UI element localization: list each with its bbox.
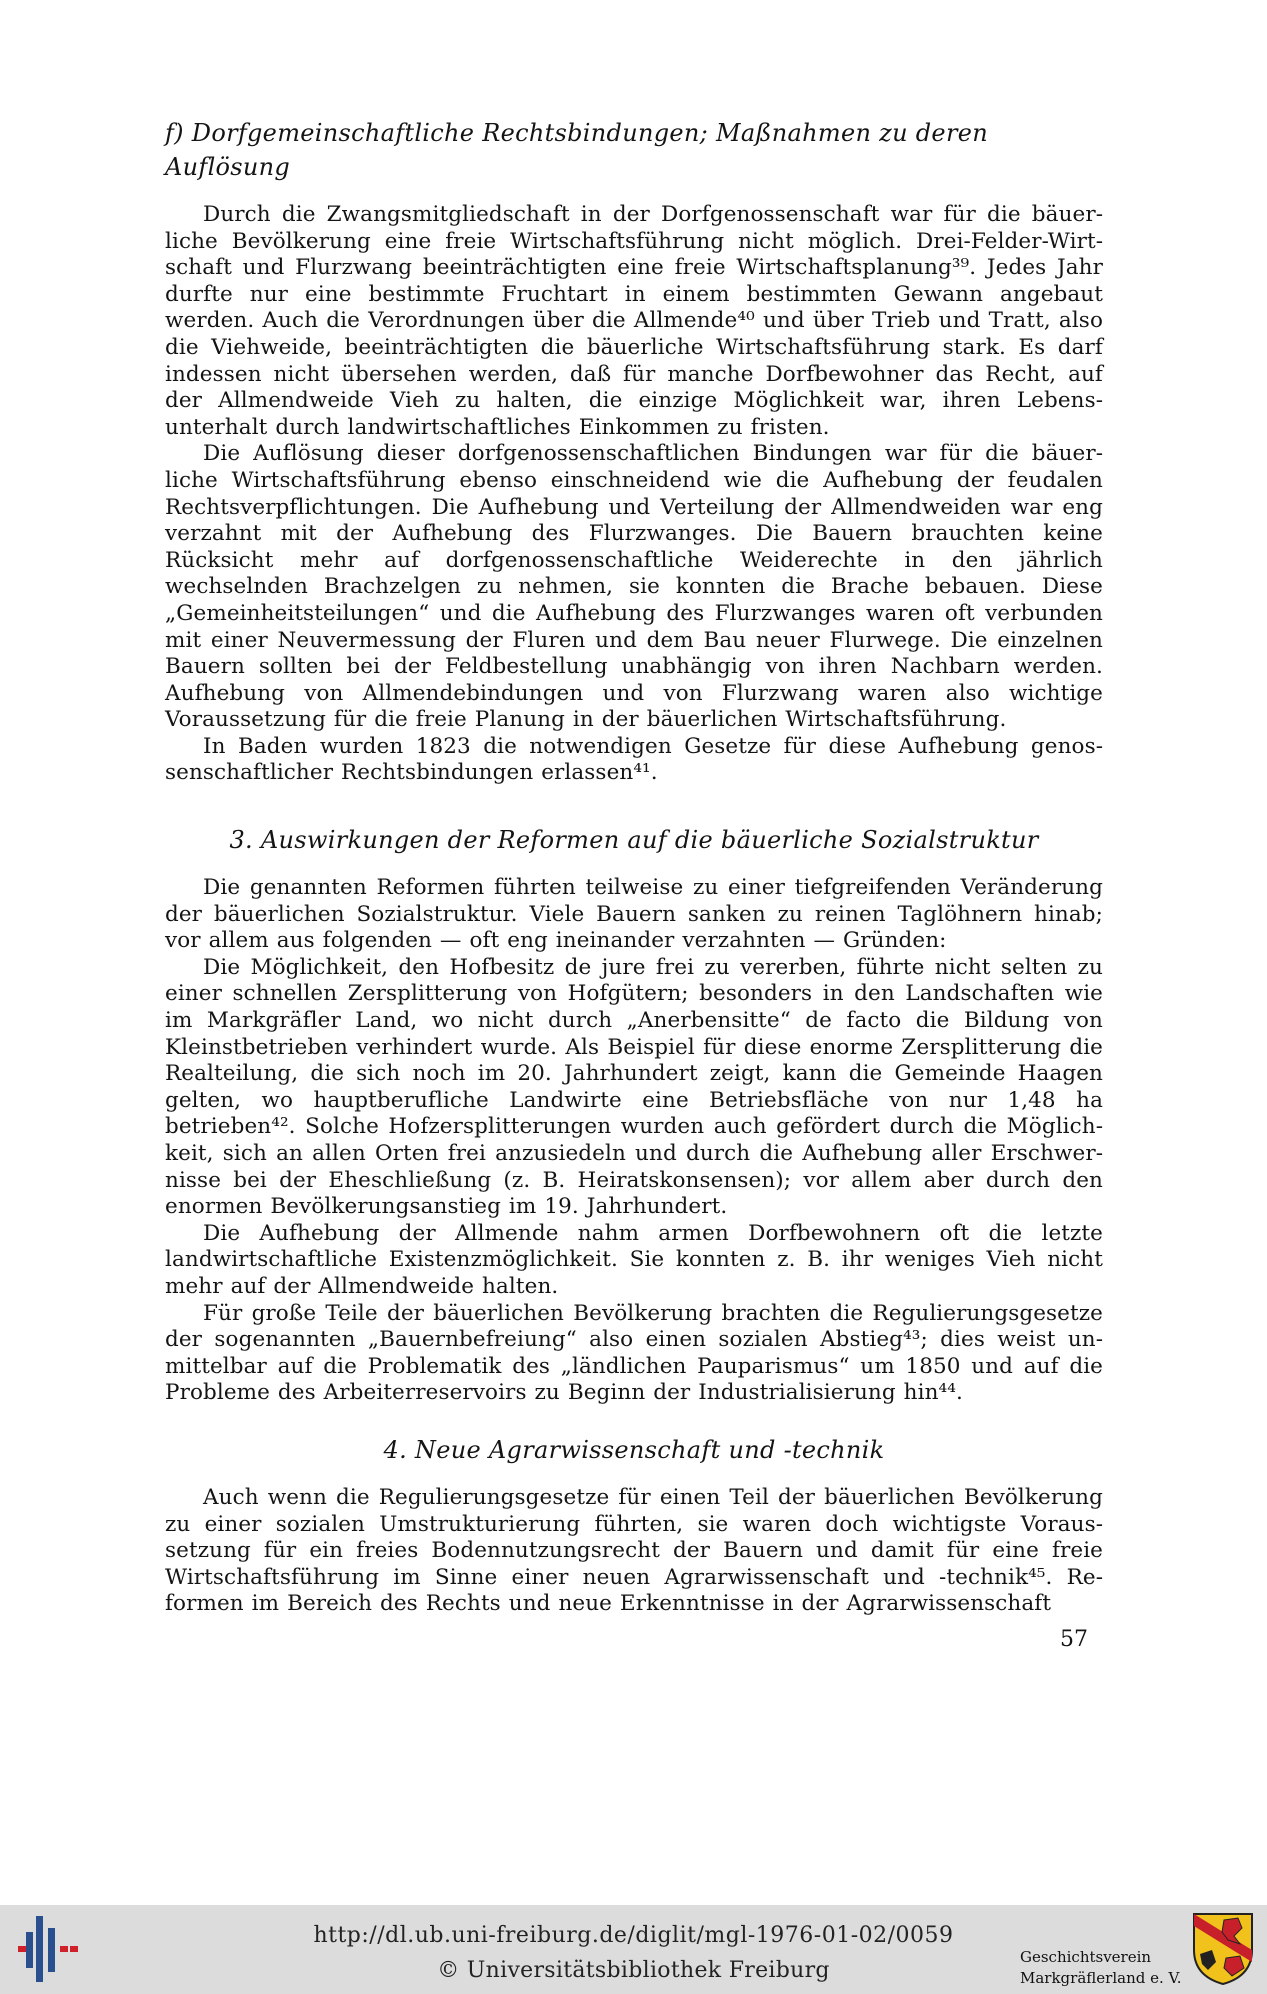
- coat-of-arms-icon[interactable]: [1190, 1910, 1256, 1986]
- footer-url-link[interactable]: http://dl.ub.uni-freiburg.de/diglit/mgl-1976-01-02/0059: [313, 1923, 954, 1948]
- section-heading-f: f) Dorfgemeinschaftliche Rechtsbindungen; Maßnahmen zu deren Auflösung: [165, 119, 988, 181]
- org-name-line1: Geschichtsverein: [1020, 1948, 1152, 1966]
- paragraph: Auch wenn die Regulierungsgesetze für einen Teil der bäuerlichen Bevölkerung zu einer sozialen Umstrukturierung führten, sie waren doch wichtigste Voraussetzung für ein freies Bodennutzungsrecht der Bauern und damit für eine freie Wirtschaftsführung im Sinne einer neuen Agrarwissenschaft und -technik⁴⁵. Reformen im Bereich des Rechts und neue Erkenntnisse in der Agrarwissenschaft: [165, 1484, 1103, 1617]
- paragraph: Die genannten Reformen führten teilweise zu einer tiefgreifenden Veränderung der bäuerlichen Sozialstruktur. Viele Bauern sanken zu reinen Taglöhnern hinab; vor allem aus folgenden — oft eng ineinander verzahnten — Gründen:: [165, 875, 1103, 954]
- paragraph: Die Aufhebung der Allmende nahm armen Dorfbewohnern oft die letzte landwirtschaftliche Existenzmöglichkeit. Sie konnten z. B. ihr weniges Vieh nicht mehr auf der Allmendweide halten.: [165, 1220, 1103, 1299]
- section-heading-3: 3. Auswirkungen der Reformen auf die bäuerliche Sozialstruktur: [229, 826, 1039, 855]
- footer-organization: [1020, 1947, 1182, 1989]
- org-name-line2: Markgräflerland e. V.: [1020, 1969, 1182, 1987]
- paragraph: Durch die Zwangsmitgliedschaft in der Dorfgenossenschaft war für die bäuerliche Bevölkerung eine freie Wirtschaftsführung nicht möglich. Drei-Felder-Wirtschaft und Flurzwang beeinträchtigten eine freie Wirtschaftsplanung³⁹. Jedes Jahr durfte nur eine bestimmte Fruchtart in einem bestimmten Gewann angebaut werden. Auch die Verordnungen über die Allmende⁴⁰ und über Trieb und Tratt, also die Viehweide, beeinträchtigten die bäuerliche Wirtschaftsführung stark. Es darf indessen nicht übersehen werden, daß für manche Dorfbewohner das Recht, auf der Allmendweide Vieh zu halten, die einzige Möglichkeit war, ihren Lebensunterhalt durch landwirtschaftliches Einkommen zu fristen.: [165, 202, 1103, 440]
- paragraph: Die Auflösung dieser dorfgenossenschaftlichen Bindungen war für die bäuerliche Wirtschaftsführung ebenso einschneidend wie die Aufhebung der feudalen Rechtsverpflichtungen. Die Aufhebung und Verteilung der Allmendweiden war eng verzahnt mit der Aufhebung des Flurzwanges. Die Bauern brauchten keine Rücksicht mehr auf dorfgenossenschaftliche Weiderechte in den jährlich wechselnden Brachzelgen zu nehmen, sie konnten die Brache bebauen. Diese „Gemeinheitsteilungen“ und die Aufhebung des Flurzwanges waren oft verbunden mit einer Neuvermessung der Fluren und dem Bau neuer Flurwege. Die einzelnen Bauern sollten bei der Feldbestellung unabhängig von ihren Nachbarn werden. Aufhebung von Allmendebindungen und von Flurzwang waren also wichtige Voraussetzung für die freie Planung in der bäuerlichen Wirtschaftsführung.: [165, 441, 1103, 733]
- page-content: [165, 116, 1103, 1618]
- paragraph: In Baden wurden 1823 die notwendigen Gesetze für diese Aufhebung genossenschaftlicher Rechtsbindungen erlassen⁴¹.: [165, 733, 1103, 786]
- section-heading-4: 4. Neue Agrarwissenschaft und -technik: [383, 1435, 885, 1464]
- footer-copyright: © Universitätsbibliothek Freiburg: [437, 1958, 830, 1983]
- paragraph: Für große Teile der bäuerlichen Bevölkerung brachten die Regulierungsgesetze der sogenannten „Bauernbefreiung“ also einen sozialen Abstieg⁴³; dies weist unmittelbar auf die Problematik des „ländlichen Pauparismus“ um 1850 und auf die Probleme des Arbeiterreservoirs zu Beginn der Industrialisierung hin⁴⁴.: [165, 1300, 1103, 1406]
- page-number: 57: [1060, 1627, 1088, 1652]
- paragraph: Die Möglichkeit, den Hofbesitz de jure frei zu vererben, führte nicht selten zu einer schnellen Zersplitterung von Hofgütern; besonders in den Landschaften wie im Markgräfler Land, wo nicht durch „Anerbensitte“ de facto die Bildung von Kleinstbetrieben verhindert wurde. Als Beispiel für diese enorme Zersplitterung die Realteilung, die sich noch im 20. Jahrhundert zeigt, kann die Gemeinde Haagen gelten, wo hauptberufliche Landwirte eine Betriebsfläche von nur 1,48 ha betrieben⁴². Solche Hofzersplitterungen wurden auch gefördert durch die Möglichkeit, sich an allen Orten frei anzusiedeln und durch die Aufhebung aller Erschwernisse bei der Eheschließung (z. B. Heiratskonsensen); vor allem aber durch den enormen Bevölkerungsanstieg im 19. Jahrhundert.: [165, 954, 1103, 1220]
